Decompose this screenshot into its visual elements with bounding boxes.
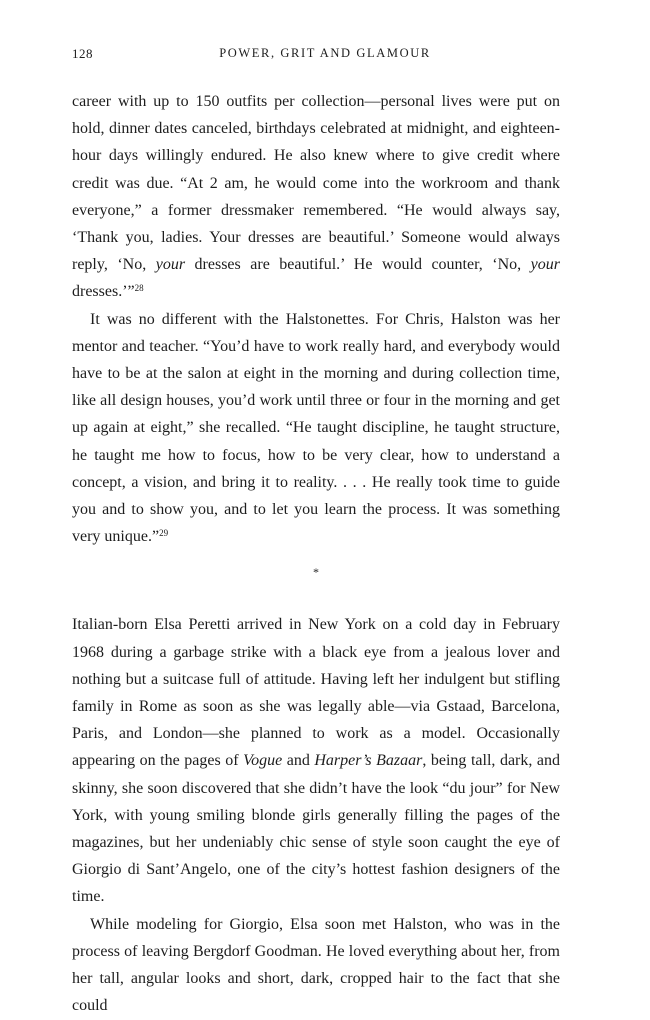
emphasis: your [155, 256, 186, 274]
text-run: , being tall, dark, and skinny, she soon discovered that she didn’t have the look “du jour” for New York, with young smiling blonde girls generally filling the pages of the magazines, but her undeniably chic sense of style soon caught the eye of Giorgio di Sant’Angelo, one of the city’s hottest fashion designers of the time. [72, 752, 561, 906]
text-run: career with up to 150 outfits per collection—personal lives were put on hold, dinner dates canceled, birthdays celebrated at midnight, and eighteen-hour days willingly endured. He also knew where to give credit where credit was due. “At 2 am, he would come into the workroom and thank everyone,” a former dressmaker remembered. “He would always say, ‘Thank you, ladies. Your dresses are beautiful.’ Someone would always reply, ‘No, [72, 93, 560, 274]
footnote-ref-28[interactable]: 28 [134, 283, 144, 294]
paragraph [72, 911, 560, 1020]
paragraph [72, 88, 560, 306]
text-run: It was no different with the Halstonettes. For Chris, Halston was her mentor and teacher. “You’d have to work really hard, and everybody would have to be at the salon at eight in the morning and during collection time, like all design houses, you’d work until three or four in the morning and get up again at eight,” she recalled. “He taught discipline, he taught structure, he taught me how to focus, how to be very clear, how to understand a concept, a vision, and bring it to reality. . . . He really took time to guide you and to show you, and to let you learn the process. It was something very unique.” [72, 310, 560, 546]
body-text [72, 88, 560, 1020]
running-title: POWER, GRIT AND GLAMOUR [219, 46, 431, 60]
text-run: and [282, 752, 315, 770]
text-run: Italian-born Elsa Peretti arrived in New York on a cold day in February 1968 during a garbage strike with a black eye from a jealous lover and nothing but a suitcase full of attitude. Having left her indulgent but stifling family in Rome as soon as she was legally able—via Gstaad, Barcelona, Paris, and London—she planned to work as a model. Occasionally appearing on the pages of [72, 616, 560, 770]
emphasis: Harper’s Bazaar [314, 752, 423, 770]
paragraph [72, 611, 560, 910]
text-run: dresses are beautiful.’ He would counter, ‘No, [185, 256, 531, 274]
section-break: * [313, 565, 319, 580]
text-run: dresses.’” [72, 283, 135, 301]
page-number: 128 [72, 46, 93, 61]
emphasis: Vogue [243, 752, 283, 770]
emphasis: your [530, 256, 560, 274]
paragraph [72, 306, 560, 551]
footnote-ref-29[interactable]: 29 [159, 528, 169, 539]
text-run: While modeling for Giorgio, Elsa soon met Halston, who was in the process of leaving Bergdorf Goodman. He loved everything about her, from her tall, angular looks and short, dark, cropped hair to the fact that she could [72, 915, 560, 1015]
